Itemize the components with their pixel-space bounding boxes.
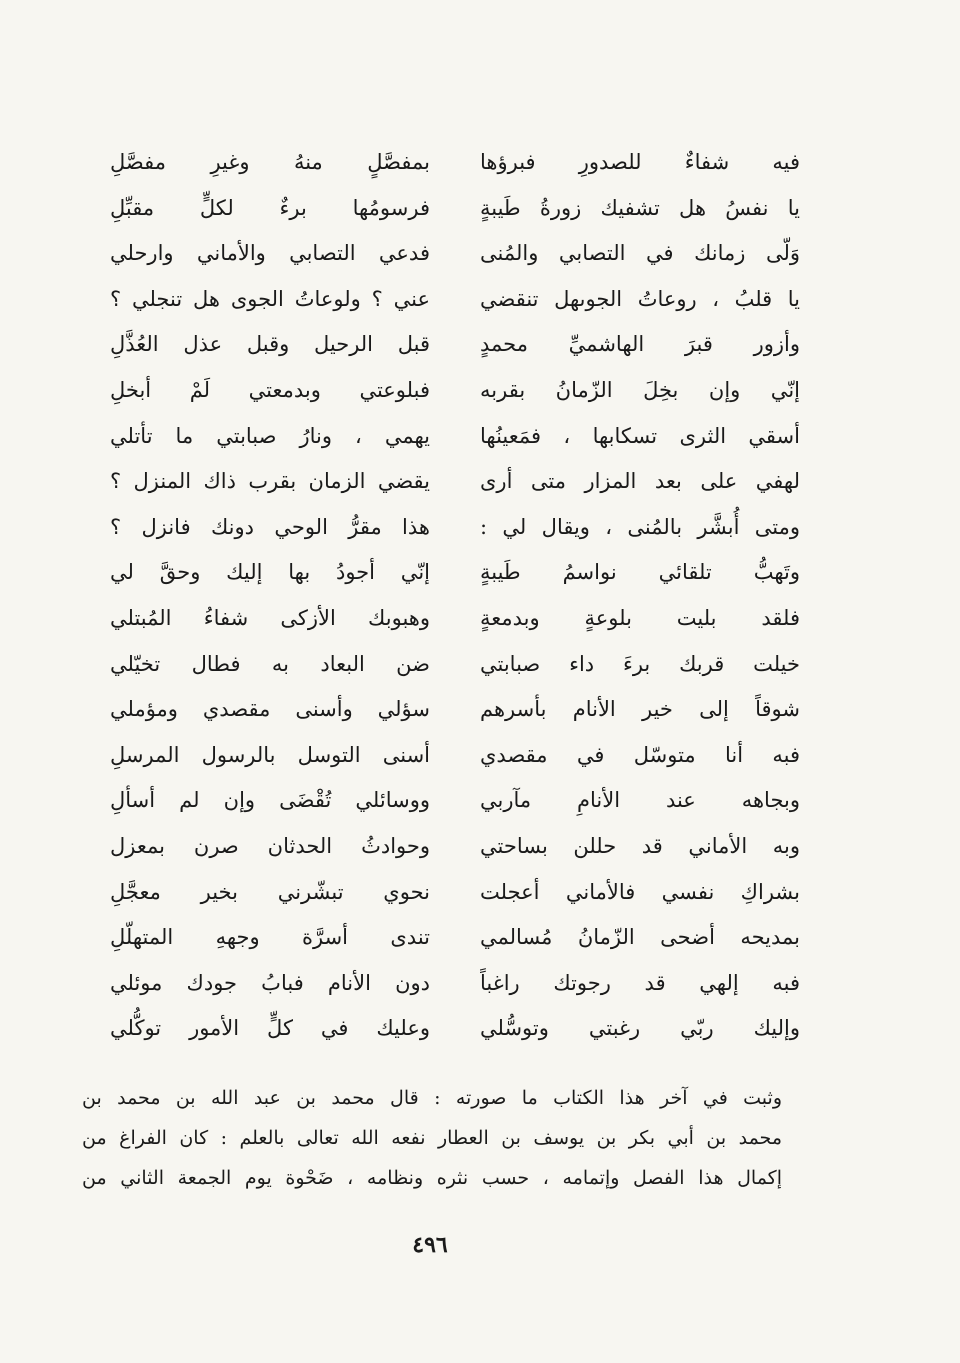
poem-verse: [110, 824, 800, 870]
colophon-line: محمد بن أبي بكر بن يوسف بن العطار نفعه الله تعالى بالعلم : كان الفراغ من: [82, 1127, 782, 1149]
verse-second-hemistich: هذا مقرُّ الوحي دونك فانزل ؟: [110, 514, 430, 539]
verse-first-hemistich: بمديحه أضحى الزّمانُ مُسالمي: [480, 925, 800, 950]
poem-verse: [110, 368, 800, 414]
verse-first-hemistich: أسقي الثرى تسكابها ، فمَعينُها: [480, 423, 800, 448]
poem-verse: [110, 231, 800, 277]
verse-second-hemistich: نحوي تبشّرني بخير معجَّلِ: [110, 879, 430, 904]
verse-first-hemistich: خيلت قربك برءَ داء صبابتي: [480, 651, 800, 676]
poem-verse: [110, 733, 800, 779]
verse-second-hemistich: عني ؟ ولوعاتُ الجوى هل تنجلي ؟: [110, 286, 430, 311]
poem-verse: [110, 414, 800, 460]
poem-verse: [110, 778, 800, 824]
verse-first-hemistich: وأزور قبرَ الهاشميِّ محمدٍ: [480, 332, 800, 357]
verse-first-hemistich: ومتى أُبشَّر بالمُنى ، ويقال لي :: [480, 514, 800, 539]
poem-verse: [110, 322, 800, 368]
poem-verses: [110, 140, 800, 1052]
poem-verse: [110, 505, 800, 551]
colophon-line: إكمال هذا الفصل وإتمامه ، حسب نثره ونظامه ، ضَحْوة يوم الجمعة الثاني من: [82, 1167, 782, 1189]
poem-verse: [110, 1006, 800, 1052]
verse-first-hemistich: وبه الأماني قد حللن بساحتي: [480, 833, 800, 858]
verse-second-hemistich: فبلوعتي وبدمعتي لَمْ أبخلِ: [110, 377, 430, 402]
verse-first-hemistich: وبجاهه عند الأنامِ مآربي: [480, 788, 800, 813]
verse-first-hemistich: يا قلبُ ، روعاتُ الجوىهل تنقضي: [480, 286, 800, 311]
verse-first-hemistich: بشراكِ نفسي فالأماني أعجلت: [480, 879, 800, 904]
poem-verse: [110, 550, 800, 596]
verse-first-hemistich: وتَهبُّ تلقائي نواسمُ طَيبةٍ: [480, 560, 800, 585]
poem-verse: [110, 687, 800, 733]
verse-second-hemistich: وعليك في كلٍّ الأمور توكُّلي: [110, 1016, 430, 1041]
poem-verse: [110, 140, 800, 186]
verse-first-hemistich: يا نفسُ هل تشفيك زورةُ طَيبةٍ: [480, 195, 800, 220]
verse-second-hemistich: تندى أسرَّة وجههِ المتهلّلِ: [110, 925, 430, 950]
verse-first-hemistich: فبه أنا متوسّل في مقصدي: [480, 742, 800, 767]
verse-first-hemistich: فبه إلهي قد رجوتك راغباً: [480, 970, 800, 995]
poem-verse: [110, 459, 800, 505]
poem-verse: [110, 596, 800, 642]
verse-second-hemistich: وهبوبك الأزكى شفاءُ المُبتلي: [110, 605, 430, 630]
verse-second-hemistich: دون الأنام فبابُ جودك موئلي: [110, 970, 430, 995]
verse-second-hemistich: يهمي ، ونارُ صبابتي ما تأتلي: [110, 423, 430, 448]
poem-verse: [110, 961, 800, 1007]
verse-first-hemistich: لهفي على بعد المزار متى أرى: [480, 469, 800, 494]
verse-first-hemistich: فلقد بليت بلوعةٍ وبدمعةٍ: [480, 605, 800, 630]
verse-second-hemistich: أسنى التوسل بالرسول المرسلِ: [110, 742, 430, 767]
verse-first-hemistich: شوقاً إلى خير الأنام بأسرهم: [480, 697, 800, 722]
verse-second-hemistich: إنّي أجودُ بها إليك وحقَّ لي: [110, 560, 430, 585]
verse-first-hemistich: إنّي وإن بخِلَ الزّمانُ بقربه: [480, 377, 800, 402]
verse-second-hemistich: وحوادثُ الحدثان صرن بمعزل: [110, 833, 430, 858]
verse-second-hemistich: قبل الرحيل وقبل عذل العُذَّلِ: [110, 332, 430, 357]
colophon-line: وثبت في آخر هذا الكتاب ما صورته : قال محمد بن عبد الله بن محمد بن: [82, 1087, 782, 1109]
verse-first-hemistich: فيه شفاءٌ للصدورِ فبرؤها: [480, 150, 800, 174]
verse-second-hemistich: ضن البعاد به فطال تخيّلي: [110, 651, 430, 676]
verse-second-hemistich: فرسومُها برءٌ لكلٍّ مقبِّلِ: [110, 195, 430, 220]
verse-second-hemistich: سؤلي وأسنى مقصدي ومؤملي: [110, 697, 430, 722]
poem-verse: [110, 870, 800, 916]
verse-second-hemistich: يقضي الزمان بقرب ذاك المنزل ؟: [110, 469, 430, 494]
poem-verse: [110, 642, 800, 688]
page-number: ٤٩٦: [412, 1232, 448, 1258]
poem-verse: [110, 915, 800, 961]
poem-verse: [110, 186, 800, 232]
verse-second-hemistich: فدعي التصابي والأماني وارحلي: [110, 241, 430, 266]
verse-first-hemistich: وَلّى زمانك في التصابي والمُنى: [480, 241, 800, 266]
verse-first-hemistich: وإليك ربّي رغبتي وتوسُّلي: [480, 1016, 800, 1041]
verse-second-hemistich: ووسائلي تُقْضَى وإن لم أسألِ: [110, 788, 430, 813]
colophon-paragraph: [82, 1078, 782, 1198]
poem-verse: [110, 277, 800, 323]
verse-second-hemistich: بمفصَّلٍ منهُ وغيرِ مفصَّلِ: [110, 150, 430, 174]
